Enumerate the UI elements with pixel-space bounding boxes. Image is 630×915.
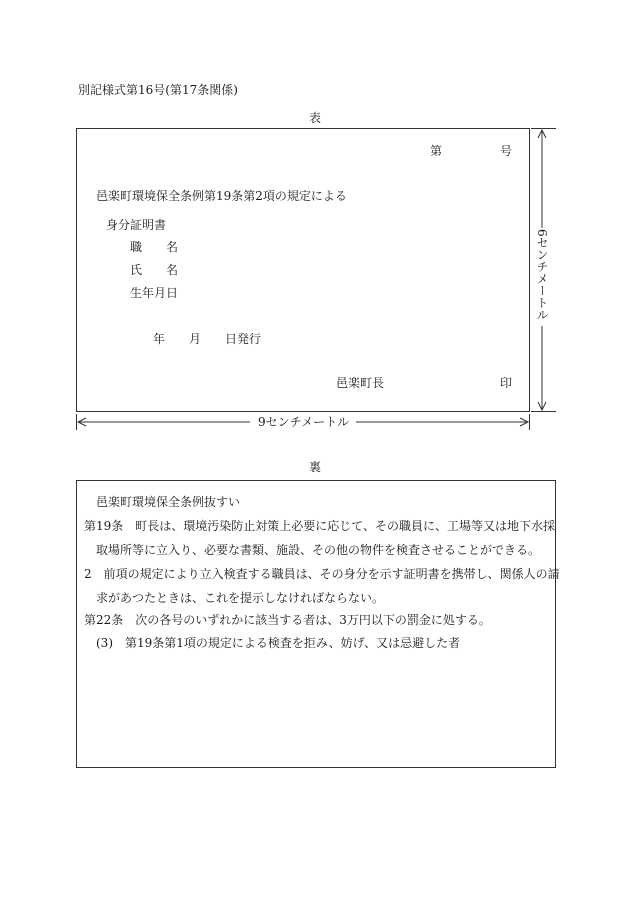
seal: 印 bbox=[500, 376, 513, 390]
art19-line1: 第19条 町長は、環境汚染防止対策上必要に応じて、その職員に、工場等又は地下水採 bbox=[84, 519, 556, 533]
width-label: 9センチメートル bbox=[258, 415, 350, 429]
art19-p2-line2: 求があつたときは、これを提示しなければならない。 bbox=[96, 591, 385, 605]
art19-p2-line1: 2 前項の規定により立入検査する職員は、その身分を示す証明書を携帯し、関係人の請 bbox=[84, 567, 560, 581]
art22-item3: (3) 第19条第1項の規定による検査を拒み、妨げ、又は忌避した者 bbox=[96, 636, 461, 650]
issue-year: 年 bbox=[153, 332, 166, 346]
issue-month: 月 bbox=[189, 332, 202, 346]
front-side-label: 表 bbox=[309, 111, 322, 125]
back-side-label: 裏 bbox=[309, 460, 322, 474]
issue-day: 日発行 bbox=[225, 332, 262, 346]
field-name: 氏 名 bbox=[130, 263, 179, 277]
art19-line2: 取場所等に立入り、必要な書類、施設、その他の物件を検査させることができる。 bbox=[96, 543, 541, 557]
number-suffix: 号 bbox=[500, 144, 513, 158]
art22-line1: 第22条 次の各号のいずれかに該当する者は、3万円以下の罰金に処する。 bbox=[84, 613, 491, 627]
regulation-line: 邑楽町環境保全条例第19条第2項の規定による bbox=[96, 189, 347, 203]
excerpt-title: 邑楽町環境保全条例抜すい bbox=[96, 495, 241, 509]
height-label: 6センチメートル bbox=[535, 229, 549, 321]
form-title: 別記様式第16号(第17条関係) bbox=[78, 83, 238, 97]
field-birthdate: 生年月日 bbox=[130, 286, 179, 300]
number-label: 第 bbox=[430, 144, 443, 158]
field-position: 職 名 bbox=[130, 240, 179, 254]
certificate-title: 身分証明書 bbox=[106, 218, 167, 232]
issuer: 邑楽町長 bbox=[336, 376, 385, 390]
